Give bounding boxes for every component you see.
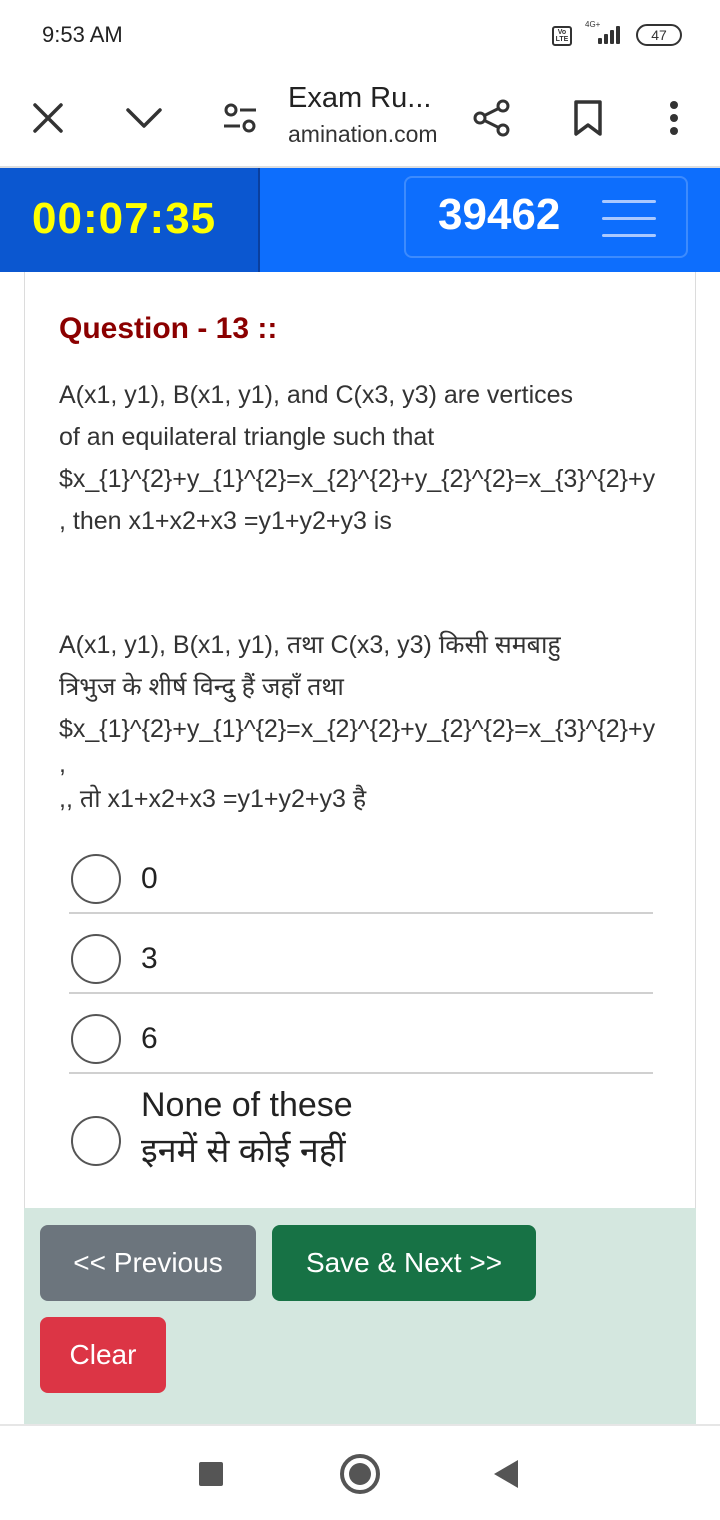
question-line: A(x1, y1), B(x1, y1), तथा C(x3, y3) किसी समबाहु [59, 631, 561, 659]
option-label [141, 1082, 353, 1174]
browser-toolbar [0, 68, 720, 168]
option-3[interactable] [69, 914, 653, 994]
option-label: 3 [141, 942, 158, 975]
action-bar [24, 1208, 696, 1424]
question-text-english [59, 374, 695, 542]
menu-icon[interactable] [602, 198, 656, 240]
question-title: Question - 13 :: [59, 312, 278, 345]
volte-icon: Vo LTE [552, 26, 572, 46]
clear-button[interactable]: Clear [40, 1317, 166, 1393]
status-time: 9:53 AM [42, 22, 123, 47]
home-icon[interactable] [340, 1454, 380, 1494]
option-label-hindi: इनमें से कोई नहीं [141, 1132, 346, 1170]
question-nav-button[interactable] [404, 176, 688, 258]
recent-apps-icon[interactable] [199, 1462, 223, 1486]
option-6[interactable] [69, 994, 653, 1074]
option-label-english: None of these [141, 1086, 353, 1124]
battery-icon: 47 [636, 24, 682, 46]
question-line: $x_{1}^{2}+y_{1}^{2}=x_{2}^{2}+y_{2}^{2}=x_{3}^{2}+y [59, 715, 656, 743]
roll-number: 39462 [438, 190, 561, 239]
radio-button[interactable] [71, 854, 121, 904]
question-line: , [59, 750, 66, 778]
question-line: , then x1+x2+x3 =y1+y2+y3 is [59, 507, 392, 535]
system-nav-bar [0, 1424, 720, 1520]
back-icon[interactable] [494, 1460, 518, 1488]
bookmark-icon[interactable] [560, 90, 616, 146]
page-url[interactable]: amination.com [288, 121, 438, 147]
question-line: of an equilateral triangle such that [59, 423, 435, 451]
option-none[interactable] [69, 1074, 653, 1194]
more-vert-icon[interactable] [646, 90, 702, 146]
question-text-hindi [59, 624, 695, 820]
question-line: A(x1, y1), B(x1, y1), and C(x3, y3) are vertices [59, 381, 574, 409]
option-label: 6 [141, 1022, 158, 1055]
timer-box [0, 168, 260, 272]
option-label: 0 [141, 862, 158, 895]
status-bar [0, 0, 720, 68]
option-0[interactable] [69, 834, 653, 914]
signal-icon [586, 24, 622, 44]
previous-button[interactable]: << Previous [40, 1225, 256, 1301]
countdown-timer: 00:07:35 [32, 194, 217, 243]
question-line: $x_{1}^{2}+y_{1}^{2}=x_{2}^{2}+y_{2}^{2}=x_{3}^{2}+y [59, 465, 656, 493]
share-icon[interactable] [464, 90, 520, 146]
question-line: ,, तो x1+x2+x3 =y1+y2+y3 है [59, 785, 367, 813]
exam-header [0, 168, 720, 272]
close-icon[interactable] [20, 90, 76, 146]
chevron-down-icon[interactable] [116, 90, 172, 146]
tune-icon[interactable] [212, 90, 268, 146]
radio-button[interactable] [71, 1014, 121, 1064]
answer-options [69, 834, 653, 1194]
page-title: Exam Ru... [288, 82, 432, 114]
save-next-button[interactable]: Save & Next >> [272, 1225, 536, 1301]
question-line: त्रिभुज के शीर्ष विन्दु हैं जहाँ तथा [59, 673, 344, 701]
radio-button[interactable] [71, 1116, 121, 1166]
network-type: 4G+ [585, 20, 601, 29]
question-card [24, 272, 696, 1212]
radio-button[interactable] [71, 934, 121, 984]
